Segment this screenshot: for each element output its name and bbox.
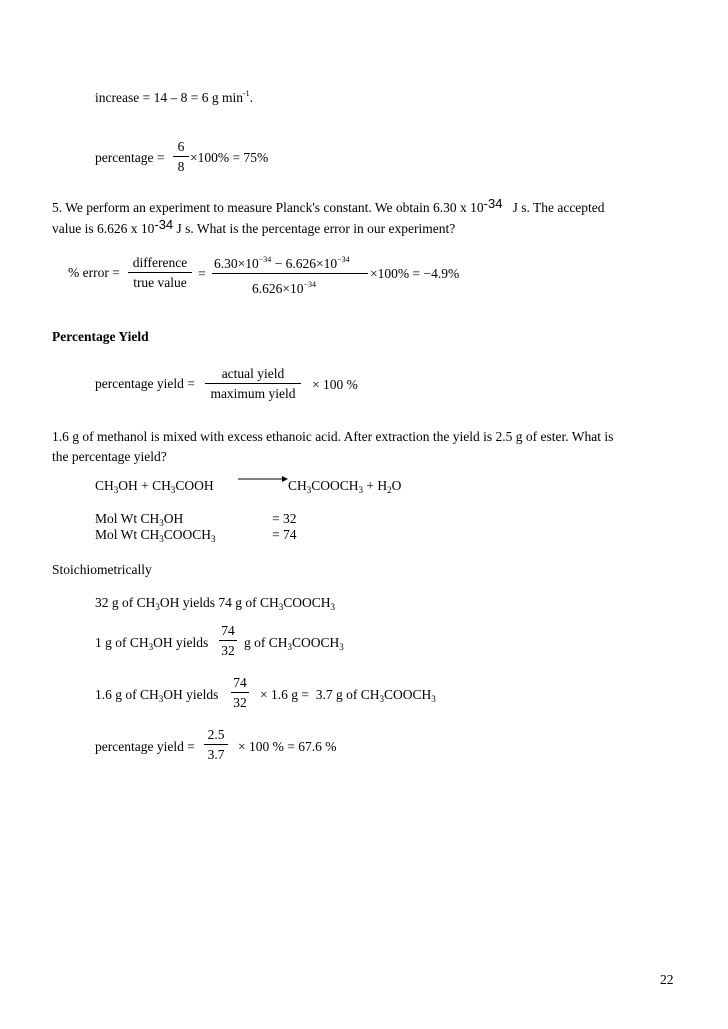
- yield-fraction: [205, 367, 301, 400]
- q5-exponent-2: -34: [154, 217, 174, 232]
- increase-text: increase = 14 – 8 = 6 g min: [95, 90, 243, 105]
- stoich-3-num: 74: [231, 676, 249, 693]
- reaction-arrow-icon: [238, 474, 288, 484]
- error-den2-text: 6.626×10: [252, 281, 304, 296]
- q5-text-2b: J s. What is the percentage error in our experiment?: [176, 221, 456, 236]
- increase-exponent: -1: [242, 89, 250, 98]
- error-fraction-bar-2: [212, 273, 368, 274]
- error-fraction-1: [128, 256, 192, 289]
- stoich-fraction-2: [219, 624, 237, 657]
- percentage-numerator: 6: [173, 140, 189, 157]
- q5-exponent-1: -34: [483, 196, 503, 211]
- molwt-methanol-value: = 32: [272, 511, 297, 526]
- error-num2-b: − 6.626×10: [271, 256, 338, 271]
- stoich-fraction-3: [231, 676, 249, 709]
- increase-line: [95, 90, 253, 105]
- reaction-products: $CH_3COOCH_3 + H_2O$: [288, 478, 402, 495]
- question-5-line-1: [52, 197, 605, 215]
- question-5-line-2: [52, 218, 455, 236]
- problem-line-1: 1.6 g of methanol is mixed with excess ethanoic acid. After extraction the yield is 2.5 g of ester. What is: [52, 429, 614, 444]
- q5-text-1a: 5. We perform an experiment to measure Planck's constant. We obtain 6.30 x 10: [52, 200, 484, 215]
- final-yield-fraction: [204, 728, 228, 761]
- error-den-1: true value: [133, 274, 187, 290]
- error-num2-exp2: −34: [337, 255, 350, 264]
- yield-label: percentage yield =: [95, 376, 195, 391]
- stoich-heading: Stoichiometrically: [52, 562, 152, 577]
- yield-multiplier: × 100 %: [312, 377, 358, 392]
- section-heading: Percentage Yield: [52, 329, 149, 344]
- error-den2-exp: −34: [303, 280, 317, 289]
- error-label: % error =: [68, 265, 120, 280]
- final-yield-den: 3.7: [207, 746, 225, 762]
- error-num2-exp1: −34: [258, 255, 272, 264]
- percentage-denominator: 8: [177, 158, 185, 174]
- molwt-methanol-label: Mol Wt $CH_3OH$: [95, 511, 184, 528]
- percentage-label: percentage =: [95, 150, 165, 165]
- stoich-3-den: 32: [233, 694, 247, 710]
- stoich-line-3-post: × 1.6 g = 3.7 g of $CH_3COOCH_3$: [260, 687, 436, 704]
- error-numerator-2: [214, 256, 350, 271]
- molwt-ester-label: Mol Wt $CH_3COOCH_3$: [95, 527, 216, 544]
- reaction-reactants: $CH_3OH$ + $CH_3COOH$: [95, 478, 214, 495]
- q5-text-1b: J s. The accepted: [512, 200, 605, 215]
- percentage-result: ×100% = 75%: [190, 150, 269, 165]
- q5-text-2a: value is 6.626 x 10: [52, 221, 155, 236]
- error-num-1: difference: [128, 256, 192, 273]
- error-equals: =: [198, 266, 206, 281]
- final-yield-num: 2.5: [204, 728, 228, 745]
- stoich-line-2-post: g of $CH_3COOCH_3$: [244, 635, 344, 652]
- error-result: ×100% = −4.9%: [370, 266, 460, 281]
- final-yield-result: × 100 % = 67.6 %: [238, 739, 337, 754]
- error-denominator-2: [252, 281, 316, 296]
- molwt-ester-value: = 74: [272, 527, 297, 542]
- yield-denominator: maximum yield: [210, 385, 296, 401]
- increase-end: .: [249, 90, 253, 105]
- final-yield-label: percentage yield =: [95, 739, 195, 754]
- problem-line-2: the percentage yield?: [52, 449, 167, 464]
- error-num2-a: 6.30×10: [214, 256, 259, 271]
- page-number: 22: [660, 972, 674, 987]
- stoich-line-3-pre: 1.6 g of $CH_3OH$ yields: [95, 687, 219, 704]
- stoich-line-1: 32 g of $CH_3OH$ yields 74 g of $CH_3COOCH_3$: [95, 595, 336, 612]
- stoich-2-num: 74: [219, 624, 237, 641]
- percentage-fraction: [173, 140, 189, 173]
- stoich-line-2-pre: 1 g of $CH_3OH$ yields: [95, 635, 209, 652]
- stoich-2-den: 32: [221, 642, 235, 658]
- yield-numerator: actual yield: [205, 367, 301, 384]
